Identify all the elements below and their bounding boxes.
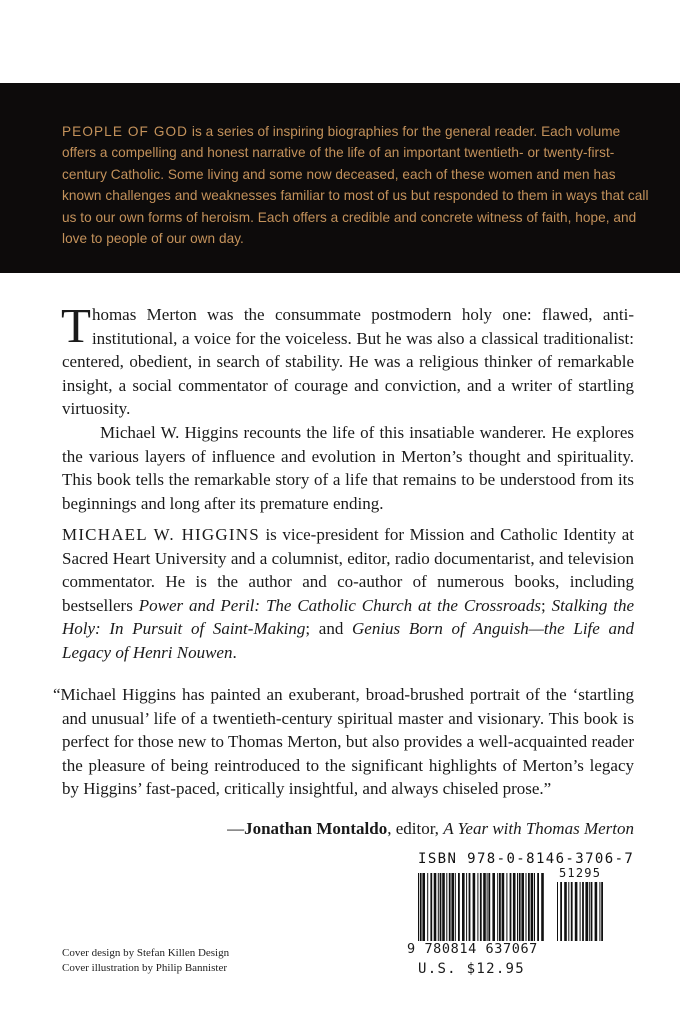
series-description [62, 121, 652, 249]
barcode-bar [541, 873, 544, 941]
barcode-bar [557, 882, 558, 941]
barcode-bar [595, 882, 598, 941]
barcode-bar [442, 873, 445, 941]
barcode-bar [526, 873, 527, 941]
barcode-bar [510, 873, 512, 941]
isbn-label: ISBN 978-0-8146-3706-7 [418, 851, 635, 867]
barcode-bar [487, 873, 488, 941]
description-paragraph-2: Michael W. Higgins recounts the life of this insatiable wanderer. He explores the various layers of influence and evolution in Merton’s thought and spirituality. This book tells the remarkable story of a life that remains to be understood from its beginnings and long after its premature ending. [62, 422, 634, 513]
barcode-bar [534, 873, 535, 941]
barcode-bar [601, 882, 603, 941]
barcode-bar [564, 882, 567, 941]
endorsement-attribution [62, 817, 634, 841]
barcode-bar [589, 882, 590, 941]
ean-digits: 9 780814 637067 [407, 941, 538, 957]
ean-barcode [418, 873, 546, 941]
barcode-bar [462, 873, 465, 941]
barcode-bar [560, 882, 562, 941]
author-bio-sep-2: ; and [305, 619, 352, 639]
barcode-bar [599, 882, 600, 941]
barcode-bar [438, 873, 439, 941]
barcode-bar [427, 873, 428, 941]
barcode-bar [422, 873, 425, 941]
book-title-1: Power and Peril: The Catholic Church at the Crossroads [138, 595, 541, 615]
barcode-bar [440, 873, 442, 941]
barcode-bar [580, 882, 581, 941]
endorsement-text: “Michael Higgins has painted an exuberant, broad-brushed portrait of the ‘startling and unusual’ life of a twentieth-century spiritual master and visionary. This book is perfect for those new to Thomas Merton, but also provides a well-acquainted reader the pleasure of being reintroduced to the significant highlights of Merton’s legacy by Higgins’ fast-paced, critically insightful, and always chiseled prose.” [53, 685, 634, 799]
price-addon-barcode [557, 882, 605, 941]
barcode-bar [591, 882, 593, 941]
author-name: MICHAEL W. HIGGINS [62, 525, 260, 544]
author-bio [62, 523, 634, 665]
barcode-bar [571, 882, 573, 941]
barcode-bar [585, 882, 588, 941]
barcode-bar [506, 873, 507, 941]
attribution-book: A Year with Thomas Merton [443, 819, 634, 838]
barcode-bar [477, 873, 478, 941]
barcode-bar [513, 873, 516, 941]
attribution-name: Jonathan Montaldo [244, 819, 388, 838]
book-description [61, 298, 634, 515]
barcode-bar [466, 873, 467, 941]
barcode-bar [430, 873, 432, 941]
price-label: U.S. $12.95 [418, 961, 526, 977]
barcode-bar [537, 873, 539, 941]
barcode-bar [455, 873, 456, 941]
barcode-bar [497, 873, 498, 941]
barcode-bar [434, 873, 437, 941]
book-title-3: Genius Born of Anguish—the Life and Legacy of Henri Nouwen [62, 619, 634, 662]
drop-cap: T [61, 298, 91, 353]
cover-illustration-credit: Cover illustration by Philip Bannister [62, 962, 227, 974]
description-paragraph-1-text: homas Merton was the consummate postmodern holy one: flawed, anti-institutional, a voice for the voiceless. But he was also a classical traditionalist: centered, obedient, in search of stability. He was a religious thinker of remarkable insight, a social commentator of courage and conviction, and a writer of startling virtuosity. [62, 305, 634, 419]
barcode-bar [531, 873, 534, 941]
barcode-bar [517, 873, 518, 941]
barcode-bar [449, 873, 451, 941]
barcode-bar [575, 882, 578, 941]
barcode-bar [521, 873, 524, 941]
barcode-bar [492, 873, 495, 941]
description-paragraph-1 [61, 298, 634, 421]
barcode-bar [480, 873, 482, 941]
barcode-bar [568, 882, 569, 941]
author-bio-text-1: is vice-president for Mission and Catholic Identity at Sacred Heart University and a columnist, editor, radio documentarist, and television commentator. He is the author and co-author of numerous books, including bestsellers [62, 525, 634, 615]
barcode-bar [488, 873, 490, 941]
barcode-bar [483, 873, 486, 941]
barcode-bar [502, 873, 505, 941]
series-text: is a series of inspiring biographies for the general reader. Each volume offers a compelling and honest narrative of the life of an important twentieth- or twenty-first-century Catholic. Some living and some now deceased, each of these women and men has known challenges and weaknesses familiar to most of us but responded to them in ways that call us to our own forms of heroism. Each offers a credible and concrete witness of faith, hope, and love to people of our own day. [62, 124, 649, 247]
attribution-dash: — [227, 819, 245, 838]
barcode-bar [582, 882, 584, 941]
author-bio-sep-1: ; [541, 595, 552, 615]
author-bio-end: . [232, 642, 237, 662]
attribution-role: , editor, [387, 819, 444, 838]
series-name: PEOPLE OF GOD [62, 124, 189, 139]
barcode-bar [446, 873, 447, 941]
barcode-bar [499, 873, 501, 941]
barcode-bar [473, 873, 476, 941]
cover-design-credit: Cover design by Stefan Killen Design [62, 947, 230, 959]
barcode-bar [528, 873, 530, 941]
book-title-2: Stalking the Holy: In Pursuit of Saint-Making [62, 595, 635, 639]
endorsement-quote [53, 683, 634, 801]
barcode-addon-digits: 51295 [559, 866, 602, 880]
barcode-bar [420, 873, 422, 941]
barcode-bar [418, 873, 419, 941]
barcode-bar [458, 873, 460, 941]
barcode-bar [519, 873, 521, 941]
cover-credits [62, 946, 229, 976]
barcode-bar [469, 873, 471, 941]
barcode-bar [451, 873, 454, 941]
